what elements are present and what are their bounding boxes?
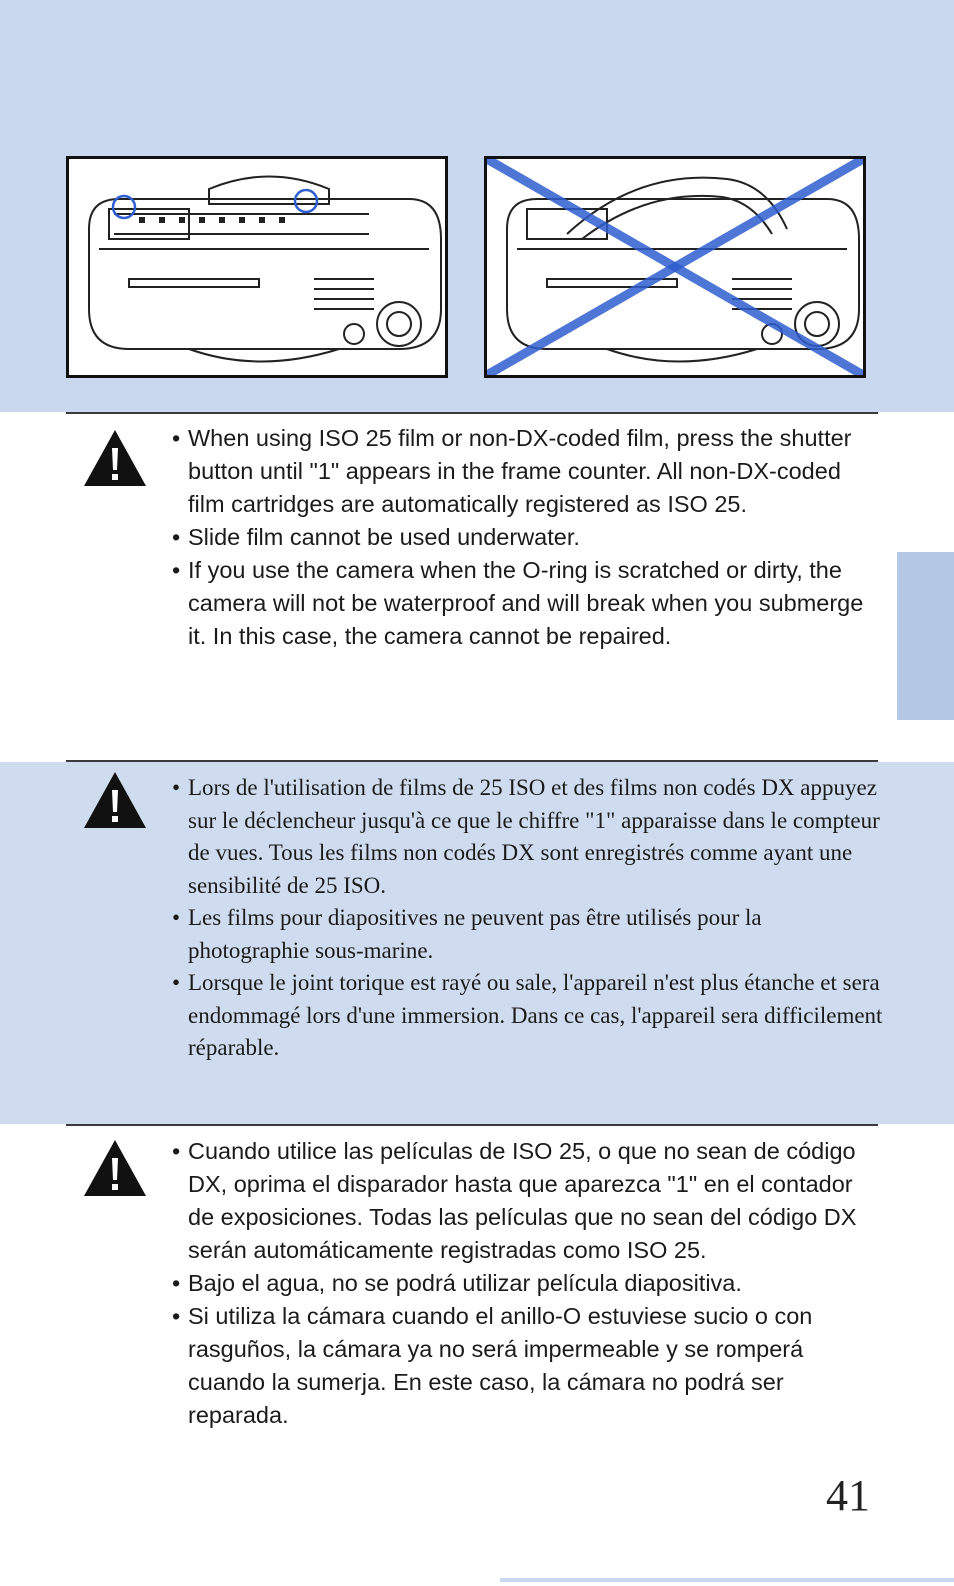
spanish-warning-list [172,1135,884,1432]
list-item: • Les films pour diapositives ne peuvent pas être utilisés pour la photographie sous-marine. [172,902,884,967]
list-item: • When using ISO 25 film or non-DX-coded film, press the shutter button until "1" appears in the frame counter. All non-DX-coded film cartridges are automatically registered as ISO 25. [172,422,872,521]
section-tab-marker [897,552,954,720]
list-item: • Lors de l'utilisation de films de 25 ISO et des films non codés DX appuyez sur le déclencheur jusqu'à ce que le chiffre "1" apparaisse dans le compteur de vues. Tous les films non codés DX sont enregistrés comme ayant une sensibilité de 25 ISO. [172,772,884,902]
list-item: • Bajo el agua, no se podrá utilizar película diapositiva. [172,1267,884,1300]
warning-triangle-icon [82,428,148,488]
camera-film-incorrect-illustration [487,159,863,375]
divider-french [66,760,878,762]
bottom-edge-band [500,1578,954,1582]
list-item: • Slide film cannot be used underwater. [172,521,872,554]
list-item: • Lorsque le joint torique est rayé ou sale, l'appareil n'est plus étanche et sera endommagé lors d'une immersion. Dans ce cas, l'appareil sera difficilement réparable. [172,967,884,1065]
divider-english [66,412,878,414]
list-item: • If you use the camera when the O-ring is scratched or dirty, the camera will not be waterproof and will break when you submerge it. In this case, the camera cannot be repaired. [172,554,872,653]
warning-triangle-icon [82,770,148,830]
figure-correct [66,156,448,378]
divider-spanish [66,1124,878,1126]
figure-incorrect [484,156,866,378]
french-warning-list [172,772,884,1065]
list-item: • Si utiliza la cámara cuando el anillo-O estuviese sucio o con rasguños, la cámara ya no será impermeable y se romperá cuando la sumerja. En este caso, la cámara no podrá ser reparada. [172,1300,884,1432]
list-item: • Cuando utilice las películas de ISO 25, o que no sean de código DX, oprima el disparador hasta que aparezca "1" en el contador de exposiciones. Todas las películas que no sean del código DX serán automáticamente registradas como ISO 25. [172,1135,884,1267]
english-warning-list [172,422,872,653]
warning-triangle-icon [82,1138,148,1198]
camera-film-correct-illustration [69,159,445,375]
page-number: 41 [826,1471,870,1520]
